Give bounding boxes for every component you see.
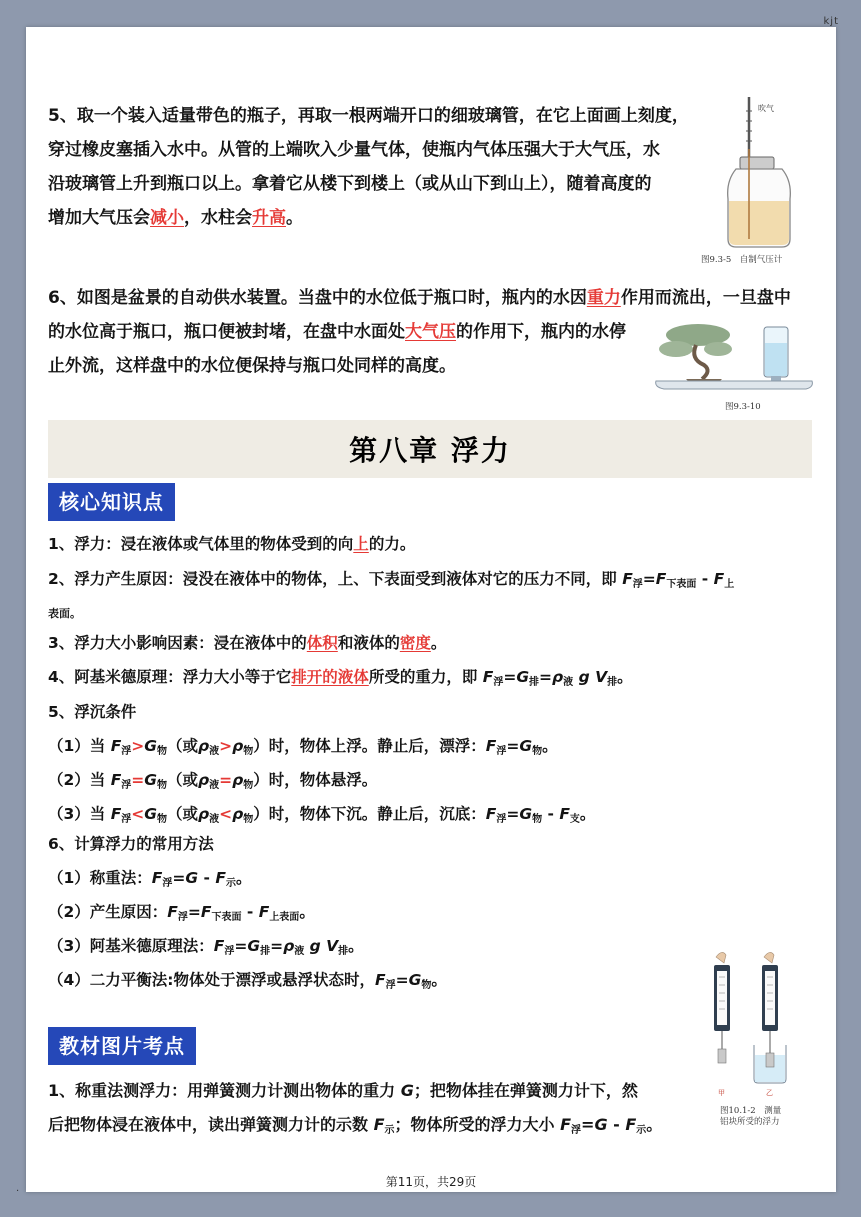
p6-text: 的作用下，瓶内的水停 bbox=[456, 322, 626, 342]
sub-float: 浮 bbox=[121, 746, 132, 757]
formula-g: G bbox=[516, 668, 530, 686]
formula-v: V bbox=[595, 668, 608, 686]
formula-eq: = bbox=[172, 869, 186, 887]
blow-label: 吹气 bbox=[758, 104, 774, 113]
cond-text: ）时，物体上浮。静止后，漂浮： bbox=[253, 737, 486, 755]
cond-end: 。 bbox=[579, 805, 596, 823]
cond-text: （或 bbox=[167, 737, 199, 755]
rubber-stopper bbox=[740, 157, 774, 169]
answer-gravity: 重力 bbox=[586, 288, 621, 308]
sub-support: 支 bbox=[569, 814, 580, 825]
colored-water bbox=[729, 201, 789, 245]
p5-text: 增加大气压会 bbox=[48, 208, 150, 228]
page-footer: 第11页，共29页 bbox=[385, 1175, 477, 1189]
bottom-end: 。 bbox=[646, 1115, 663, 1134]
bottom-line1 bbox=[48, 1074, 698, 1108]
sub-object: 物 bbox=[243, 814, 254, 825]
sub-reading: 示 bbox=[636, 1125, 647, 1136]
formula-minus: - bbox=[241, 903, 259, 921]
p5-text: 。 bbox=[286, 208, 303, 228]
condition-1 bbox=[48, 735, 818, 763]
label-a: 甲 bbox=[718, 1089, 725, 1097]
formula-rho: ρ bbox=[552, 668, 564, 686]
knowledge-point-1 bbox=[48, 533, 818, 555]
method-end: 。 bbox=[235, 869, 252, 887]
formula-g: G bbox=[519, 805, 533, 823]
paragraph-5 bbox=[48, 99, 698, 235]
formula-g: G bbox=[144, 737, 158, 755]
kp-text: 3、浮力大小影响因素：浸在液体中的 bbox=[48, 634, 307, 652]
formula-f: F bbox=[151, 869, 163, 887]
formula-g: G bbox=[519, 737, 533, 755]
formula-f: F bbox=[713, 570, 725, 588]
p5-line3: 沿玻璃管上升到瓶口以上。拿着它从楼下到楼上（或从山下到山上），随着高度的 bbox=[48, 174, 652, 194]
formula-f: F bbox=[485, 805, 497, 823]
formula-f: F bbox=[655, 570, 667, 588]
formula-rho: ρ bbox=[198, 771, 210, 789]
formula-g: G bbox=[408, 971, 422, 989]
sub-float: 浮 bbox=[385, 980, 396, 991]
formula-g: G bbox=[144, 771, 158, 789]
sub-object: 物 bbox=[243, 746, 254, 757]
answer-air-pressure: 大气压 bbox=[405, 322, 456, 342]
kp-text: 所受的重力，即 bbox=[368, 668, 483, 686]
knowledge-point-6-title: 6、计算浮力的常用方法 bbox=[48, 835, 214, 853]
sub-object: 物 bbox=[421, 980, 432, 991]
formula-minus: - bbox=[542, 805, 560, 823]
sub-object: 物 bbox=[157, 814, 168, 825]
bonsai-water-figure bbox=[652, 319, 818, 395]
cond-text: （2）当 bbox=[48, 771, 111, 789]
kp-text: 1、浮力：浸在液体或气体里的物体受到的向 bbox=[48, 535, 354, 553]
method-end: 。 bbox=[348, 937, 364, 955]
formula-eq: = bbox=[234, 937, 248, 955]
method-end: 。 bbox=[431, 971, 447, 989]
cond-end: 。 bbox=[542, 737, 558, 755]
formula-eq: = bbox=[270, 937, 284, 955]
figure-caption-barometer: 图9.3-5 自制气压计 bbox=[701, 255, 783, 265]
operator-eq: = bbox=[131, 771, 145, 789]
formula-eq: = bbox=[581, 1115, 595, 1134]
sub-float: 浮 bbox=[493, 677, 504, 688]
kp-text: 和液体的 bbox=[337, 634, 400, 652]
formula-f: F bbox=[215, 869, 226, 887]
section-tag-textbook-figures: 教材图片考点 bbox=[48, 1027, 196, 1065]
method-text: （1）称重法： bbox=[48, 869, 152, 887]
corner-dot: · bbox=[16, 1186, 20, 1197]
formula-minus: - bbox=[696, 570, 714, 588]
sub-float: 浮 bbox=[571, 1125, 582, 1136]
operator-lt: < bbox=[219, 805, 233, 823]
operator-gt: > bbox=[219, 737, 233, 755]
barometer-figure bbox=[716, 89, 816, 259]
formula-eq: = bbox=[503, 668, 517, 686]
sub-object: 物 bbox=[532, 814, 543, 825]
sub-displaced: 排 bbox=[338, 946, 349, 957]
p5-line1: 5、取一个装入适量带色的瓶子，再取一根两端开口的细玻璃管，在它上面画上刻度， bbox=[48, 106, 689, 126]
chapter-title: 第八章 浮力 bbox=[349, 434, 511, 467]
formula-f: F bbox=[375, 971, 386, 989]
sub-liquid: 液 bbox=[209, 746, 220, 757]
bottom-text: ；把物体挂在弹簧测力计下，然 bbox=[413, 1081, 638, 1100]
formula-f: F bbox=[213, 937, 225, 955]
formula-eq: = bbox=[506, 805, 520, 823]
p6-line1 bbox=[48, 281, 818, 315]
sub-reading: 示 bbox=[384, 1125, 395, 1136]
cond-text: （或 bbox=[167, 771, 199, 789]
p6-text: 的水位高于瓶口，瓶口便被封堵，在盘中水面处 bbox=[48, 322, 405, 342]
figure-caption-spring-scale-1: 图10.1-2 测量 bbox=[720, 1106, 782, 1116]
sub-float: 浮 bbox=[496, 814, 507, 825]
formula-f: F bbox=[625, 1115, 637, 1134]
sub-object: 物 bbox=[157, 780, 168, 791]
document-page bbox=[26, 27, 836, 1192]
cond-text: ）时，物体下沉。静止后，沉底： bbox=[253, 805, 486, 823]
formula-rho: ρ bbox=[232, 737, 244, 755]
bottom-text: 后把物体浸在液体中，读出弹簧测力计的示数 bbox=[48, 1115, 374, 1134]
formula-f: F bbox=[110, 805, 122, 823]
p6-text: 6、如图是盆景的自动供水装置。当盘中的水位低于瓶口时，瓶内的水因 bbox=[48, 288, 587, 308]
formula-g-small: g bbox=[578, 668, 590, 686]
cond-text: ）时，物体悬浮。 bbox=[253, 771, 378, 789]
p6-text: 作用而流出，一旦盘中 bbox=[620, 288, 791, 308]
sub-liquid: 液 bbox=[209, 780, 220, 791]
sub-float: 浮 bbox=[121, 814, 132, 825]
sub-displaced: 排 bbox=[260, 946, 271, 957]
cond-text: （3）当 bbox=[48, 805, 111, 823]
formula-f: F bbox=[167, 903, 178, 921]
figure-caption-spring-scale-2: 铝块所受的浮力 bbox=[720, 1117, 780, 1127]
corner-mark: kjt bbox=[823, 16, 839, 27]
formula-eq: = bbox=[642, 570, 656, 588]
formula-f: F bbox=[485, 737, 497, 755]
method-text: （2）产生原因： bbox=[48, 903, 168, 921]
formula-eq: = bbox=[506, 737, 520, 755]
formula-f: F bbox=[200, 903, 212, 921]
knowledge-point-4 bbox=[48, 666, 818, 694]
formula-eq: = bbox=[187, 903, 201, 921]
sub-float: 浮 bbox=[224, 946, 235, 957]
p5-line4 bbox=[48, 201, 698, 235]
formula-f: F bbox=[110, 737, 122, 755]
formula-rho: ρ bbox=[198, 737, 210, 755]
formula-minus: - bbox=[198, 869, 216, 887]
method-2 bbox=[48, 901, 818, 929]
sub-displaced: 排 bbox=[529, 677, 540, 688]
kp-text: 。 bbox=[430, 634, 447, 652]
knowledge-point-3 bbox=[48, 632, 818, 654]
kp-text: 2、浮力产生原因：浸没在液体中的物体，上、下表面受到液体对它的压力不同，即 bbox=[48, 570, 623, 588]
formula-f: F bbox=[482, 668, 494, 686]
formula-f: F bbox=[622, 570, 633, 588]
formula-f: F bbox=[560, 1115, 572, 1134]
formula-g: G bbox=[247, 937, 261, 955]
formula-minus: - bbox=[607, 1115, 626, 1134]
formula-g-small: g bbox=[309, 937, 321, 955]
condition-2 bbox=[48, 769, 818, 797]
sub-lower-surface: 下表面 bbox=[211, 912, 242, 923]
knowledge-point-2 bbox=[48, 568, 818, 596]
section-tag-core-knowledge: 核心知识点 bbox=[48, 483, 175, 521]
method-text: （3）阿基米德原理法： bbox=[48, 937, 214, 955]
operator-gt: > bbox=[131, 737, 145, 755]
formula-rho: ρ bbox=[232, 805, 244, 823]
chapter-heading-bar bbox=[48, 420, 812, 478]
formula-g: G bbox=[185, 869, 199, 887]
sub-liquid: 液 bbox=[209, 814, 220, 825]
sub-float: 浮 bbox=[177, 912, 188, 923]
sub-liquid: 液 bbox=[563, 677, 574, 688]
spring-scale-figure bbox=[702, 949, 802, 1099]
formula-rho: ρ bbox=[232, 771, 244, 789]
label-b: 乙 bbox=[766, 1089, 773, 1097]
answer-volume: 体积 bbox=[306, 634, 338, 652]
formula-f: F bbox=[373, 1115, 385, 1134]
operator-eq: = bbox=[219, 771, 233, 789]
bottom-text: ；物体所受的浮力大小 bbox=[394, 1115, 561, 1134]
figure-caption-bonsai: 图9.3-10 bbox=[725, 402, 761, 412]
sub-float: 浮 bbox=[632, 579, 643, 590]
method-1 bbox=[48, 867, 818, 895]
sub-upper: 上 bbox=[724, 579, 735, 590]
sub-float: 浮 bbox=[121, 780, 132, 791]
answer-rise: 升高 bbox=[252, 208, 286, 228]
p5-line2: 穿过橡皮塞插入水中。从管的上端吹入少量气体，使瓶内气体压强大于大气压，水 bbox=[48, 140, 660, 160]
spring-scale-b bbox=[754, 952, 786, 1083]
sub-reading: 示 bbox=[225, 878, 236, 889]
sub-object: 物 bbox=[243, 780, 254, 791]
formula-g: G bbox=[144, 805, 158, 823]
p6-line3: 止外流，这样盘中的水位便保持与瓶口处同样的高度。 bbox=[48, 356, 456, 376]
bottom-paragraph bbox=[48, 1074, 698, 1148]
formula-f: F bbox=[110, 771, 122, 789]
method-end: 。 bbox=[299, 903, 315, 921]
answer-decrease: 减小 bbox=[150, 208, 184, 228]
sub-liquid: 液 bbox=[294, 946, 305, 957]
formula-g: G bbox=[400, 1081, 414, 1100]
formula-rho: ρ bbox=[198, 805, 210, 823]
answer-density: 密度 bbox=[399, 634, 431, 652]
sub-displaced: 排 bbox=[607, 677, 618, 688]
kp-text: 的力。 bbox=[368, 535, 416, 553]
formula-f: F bbox=[559, 805, 570, 823]
p5-text: ，水柱会 bbox=[184, 208, 252, 228]
sub-upper-surface: 上表面 bbox=[269, 912, 300, 923]
cond-text: （1）当 bbox=[48, 737, 111, 755]
formula-g: G bbox=[594, 1115, 608, 1134]
kp-text: 4、阿基米德原理：浮力大小等于它 bbox=[48, 668, 292, 686]
spring-scale-a bbox=[714, 952, 730, 1063]
formula-f: F bbox=[258, 903, 270, 921]
condition-3 bbox=[48, 803, 818, 831]
sub-lower-surface: 下表面 bbox=[666, 579, 697, 590]
formula-v: V bbox=[326, 937, 339, 955]
cond-text: （或 bbox=[167, 805, 199, 823]
bottom-text: 1、称重法测浮力：用弹簧测力计测出物体的重力 bbox=[48, 1081, 401, 1100]
kp-end: 。 bbox=[617, 668, 633, 686]
answer-up: 上 bbox=[353, 535, 369, 553]
sub-float: 浮 bbox=[162, 878, 173, 889]
knowledge-point-2-cont: 表面。 bbox=[48, 607, 81, 620]
method-text: （4）二力平衡法:物体处于漂浮或悬浮状态时， bbox=[48, 971, 375, 989]
formula-rho: ρ bbox=[283, 937, 295, 955]
sub-object: 物 bbox=[532, 746, 543, 757]
sub-float: 浮 bbox=[496, 746, 507, 757]
formula-eq: = bbox=[539, 668, 553, 686]
answer-displaced-liquid: 排开的液体 bbox=[291, 668, 369, 686]
water-tray bbox=[656, 381, 813, 389]
knowledge-point-5-title: 5、浮沉条件 bbox=[48, 703, 137, 721]
sub-object: 物 bbox=[157, 746, 168, 757]
formula-eq: = bbox=[395, 971, 409, 989]
bottom-line2 bbox=[48, 1108, 698, 1148]
operator-lt: < bbox=[131, 805, 145, 823]
